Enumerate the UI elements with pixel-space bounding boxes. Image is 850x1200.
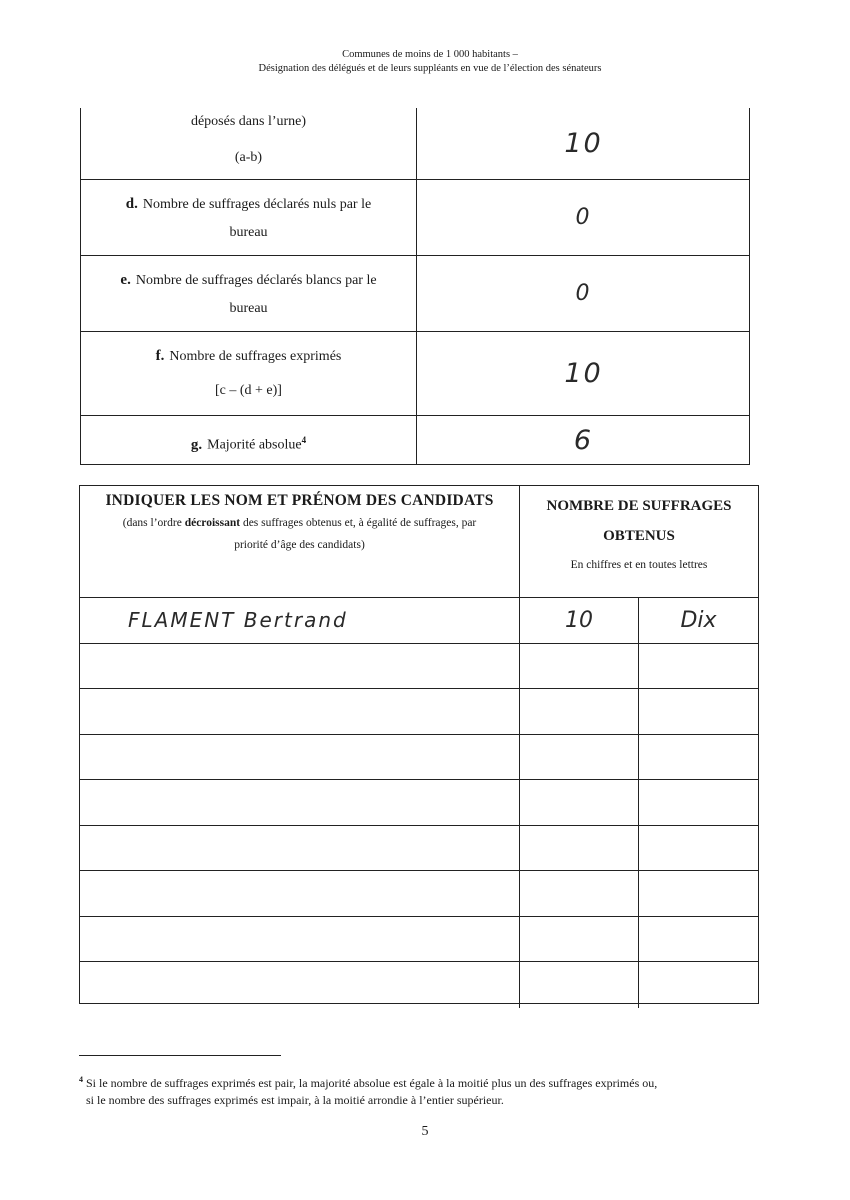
- votes-words-cell: [639, 735, 758, 780]
- votes-words-cell: [639, 780, 758, 825]
- votes-words-cell: [639, 826, 758, 871]
- handwritten-value: 10: [564, 128, 603, 159]
- votes-number-cell: [520, 598, 639, 643]
- candidate-name: FLAMENT Bertrand: [128, 608, 348, 633]
- votes-words: [639, 962, 758, 1008]
- candidate-row: [80, 917, 758, 963]
- votes-number-cell: [520, 735, 639, 780]
- tally-row-g: [81, 416, 749, 465]
- tally-row-f: [81, 332, 749, 416]
- candidate-row: [80, 689, 758, 735]
- candidate-name-cell: [80, 598, 520, 643]
- votes-number: [520, 780, 638, 825]
- votes-number: [520, 962, 638, 1008]
- tally-value: [418, 256, 749, 331]
- tally-label-line2: [c – (d + e)]: [215, 383, 282, 398]
- candidates-header-title: INDIQUER LES NOM ET PRÉNOM DES CANDIDATS: [105, 492, 494, 509]
- page-header: [0, 48, 850, 76]
- tally-value: [418, 108, 749, 179]
- votes-words: [639, 917, 758, 962]
- tally-row-c: [81, 108, 749, 180]
- votes-number-cell: [520, 871, 639, 916]
- tally-label-line2: (a-b): [234, 150, 263, 165]
- tally-key: f.: [155, 348, 165, 364]
- tally-key: g.: [190, 436, 203, 453]
- footnote-line2: si le nombre des suffrages exprimés est impair, à la moitié arrondie à l’entier supérieur.: [86, 1093, 504, 1107]
- tally-label: [81, 332, 417, 415]
- tally-label-line1: Nombre de suffrages déclarés nuls par le: [142, 197, 372, 212]
- votes-words: [639, 780, 758, 825]
- candidate-name-cell: [80, 644, 520, 689]
- candidate-row: [80, 735, 758, 781]
- candidate-row: [80, 826, 758, 872]
- votes-words-cell: [639, 644, 758, 689]
- votes-number-cell: [520, 917, 639, 962]
- votes-words: [639, 735, 758, 780]
- votes-words: [639, 871, 758, 916]
- votes-number: [520, 826, 638, 871]
- tally-label-line2: bureau: [229, 301, 268, 316]
- votes-words: Dix: [680, 607, 717, 633]
- tally-table: [80, 108, 750, 465]
- votes-header-subtitle: En chiffres et en toutes lettres: [570, 559, 708, 571]
- tally-value: [418, 180, 749, 255]
- votes-number: [520, 689, 638, 734]
- votes-words: [639, 644, 758, 689]
- footnote-ref: 4: [301, 435, 307, 445]
- candidate-name-cell: [80, 917, 520, 962]
- candidates-header: [80, 486, 520, 598]
- handwritten-value: 10: [564, 358, 603, 389]
- votes-number: 10: [565, 607, 593, 633]
- votes-number: [520, 871, 638, 916]
- handwritten-value: 0: [575, 281, 592, 306]
- candidate-row: [80, 871, 758, 917]
- header-line-1: Communes de moins de 1 000 habitants –: [342, 49, 518, 60]
- votes-number-cell: [520, 826, 639, 871]
- candidate-name: [80, 962, 519, 1008]
- candidate-name: [80, 826, 519, 871]
- tally-label-line1: Nombre de suffrages exprimés: [169, 349, 342, 364]
- candidate-name-cell: [80, 871, 520, 916]
- votes-words: [639, 826, 758, 871]
- votes-header: [520, 486, 758, 598]
- handwritten-value: 6: [573, 425, 594, 456]
- handwritten-value: 0: [575, 205, 592, 230]
- candidates-header-subtitle: (dans l’ordre décroissant des suffrages obtenus et, à égalité de suffrages, par priorité d’âge des candidats): [122, 517, 477, 551]
- candidate-name: [80, 871, 519, 916]
- candidate-name: [80, 780, 519, 825]
- votes-words-cell: [639, 689, 758, 734]
- candidate-name-cell: [80, 962, 520, 1008]
- votes-number: [520, 644, 638, 689]
- footnote-marker: 4: [79, 1075, 83, 1084]
- tally-label-line1: déposés dans l’urne): [190, 114, 307, 129]
- votes-number-cell: [520, 962, 639, 1008]
- votes-number: [520, 735, 638, 780]
- footnote-divider: [79, 1055, 281, 1056]
- votes-words: [639, 689, 758, 734]
- tally-label-line1: Nombre de suffrages déclarés blancs par le: [135, 273, 377, 288]
- tally-label: [81, 256, 417, 331]
- tally-value: [418, 416, 749, 465]
- votes-words-cell: [639, 962, 758, 1008]
- candidate-row: [80, 962, 758, 1008]
- candidate-name-cell: [80, 780, 520, 825]
- tally-label: [81, 416, 417, 465]
- candidate-name: [80, 689, 519, 734]
- tally-row-e: [81, 256, 749, 332]
- votes-number-cell: [520, 780, 639, 825]
- candidate-name: [80, 644, 519, 689]
- candidate-name-cell: [80, 689, 520, 734]
- votes-number: [520, 917, 638, 962]
- votes-words-cell: [639, 598, 758, 643]
- candidate-name: [80, 735, 519, 780]
- votes-words-cell: [639, 917, 758, 962]
- votes-header-title: NOMBRE DE SUFFRAGES OBTENUS: [546, 498, 732, 544]
- candidate-name-cell: [80, 735, 520, 780]
- tally-label: [81, 180, 417, 255]
- candidate-name-cell: [80, 826, 520, 871]
- candidate-row: [80, 644, 758, 690]
- footnote-line1: Si le nombre de suffrages exprimés est pair, la majorité absolue est égale à la moitié plus un des suffrages exprimés ou,: [86, 1076, 658, 1090]
- tally-key: e.: [120, 272, 131, 288]
- candidates-table: [79, 485, 759, 1004]
- page-number: 5: [421, 1124, 429, 1139]
- tally-row-d: [81, 180, 749, 256]
- votes-number-cell: [520, 689, 639, 734]
- candidate-name: [80, 917, 519, 962]
- tally-value: [418, 332, 749, 415]
- header-line-2: Désignation des délégués et de leurs suppléants en vue de l’élection des sénateurs: [258, 63, 602, 74]
- tally-key: d.: [125, 196, 138, 212]
- votes-number-cell: [520, 644, 639, 689]
- tally-label-line2: bureau: [229, 225, 268, 240]
- tally-label: [81, 108, 417, 179]
- tally-label-line1: Majorité absolue: [207, 437, 302, 453]
- footnote: [79, 1071, 779, 1109]
- candidate-row: [80, 780, 758, 826]
- candidate-row: [80, 598, 758, 644]
- votes-words-cell: [639, 871, 758, 916]
